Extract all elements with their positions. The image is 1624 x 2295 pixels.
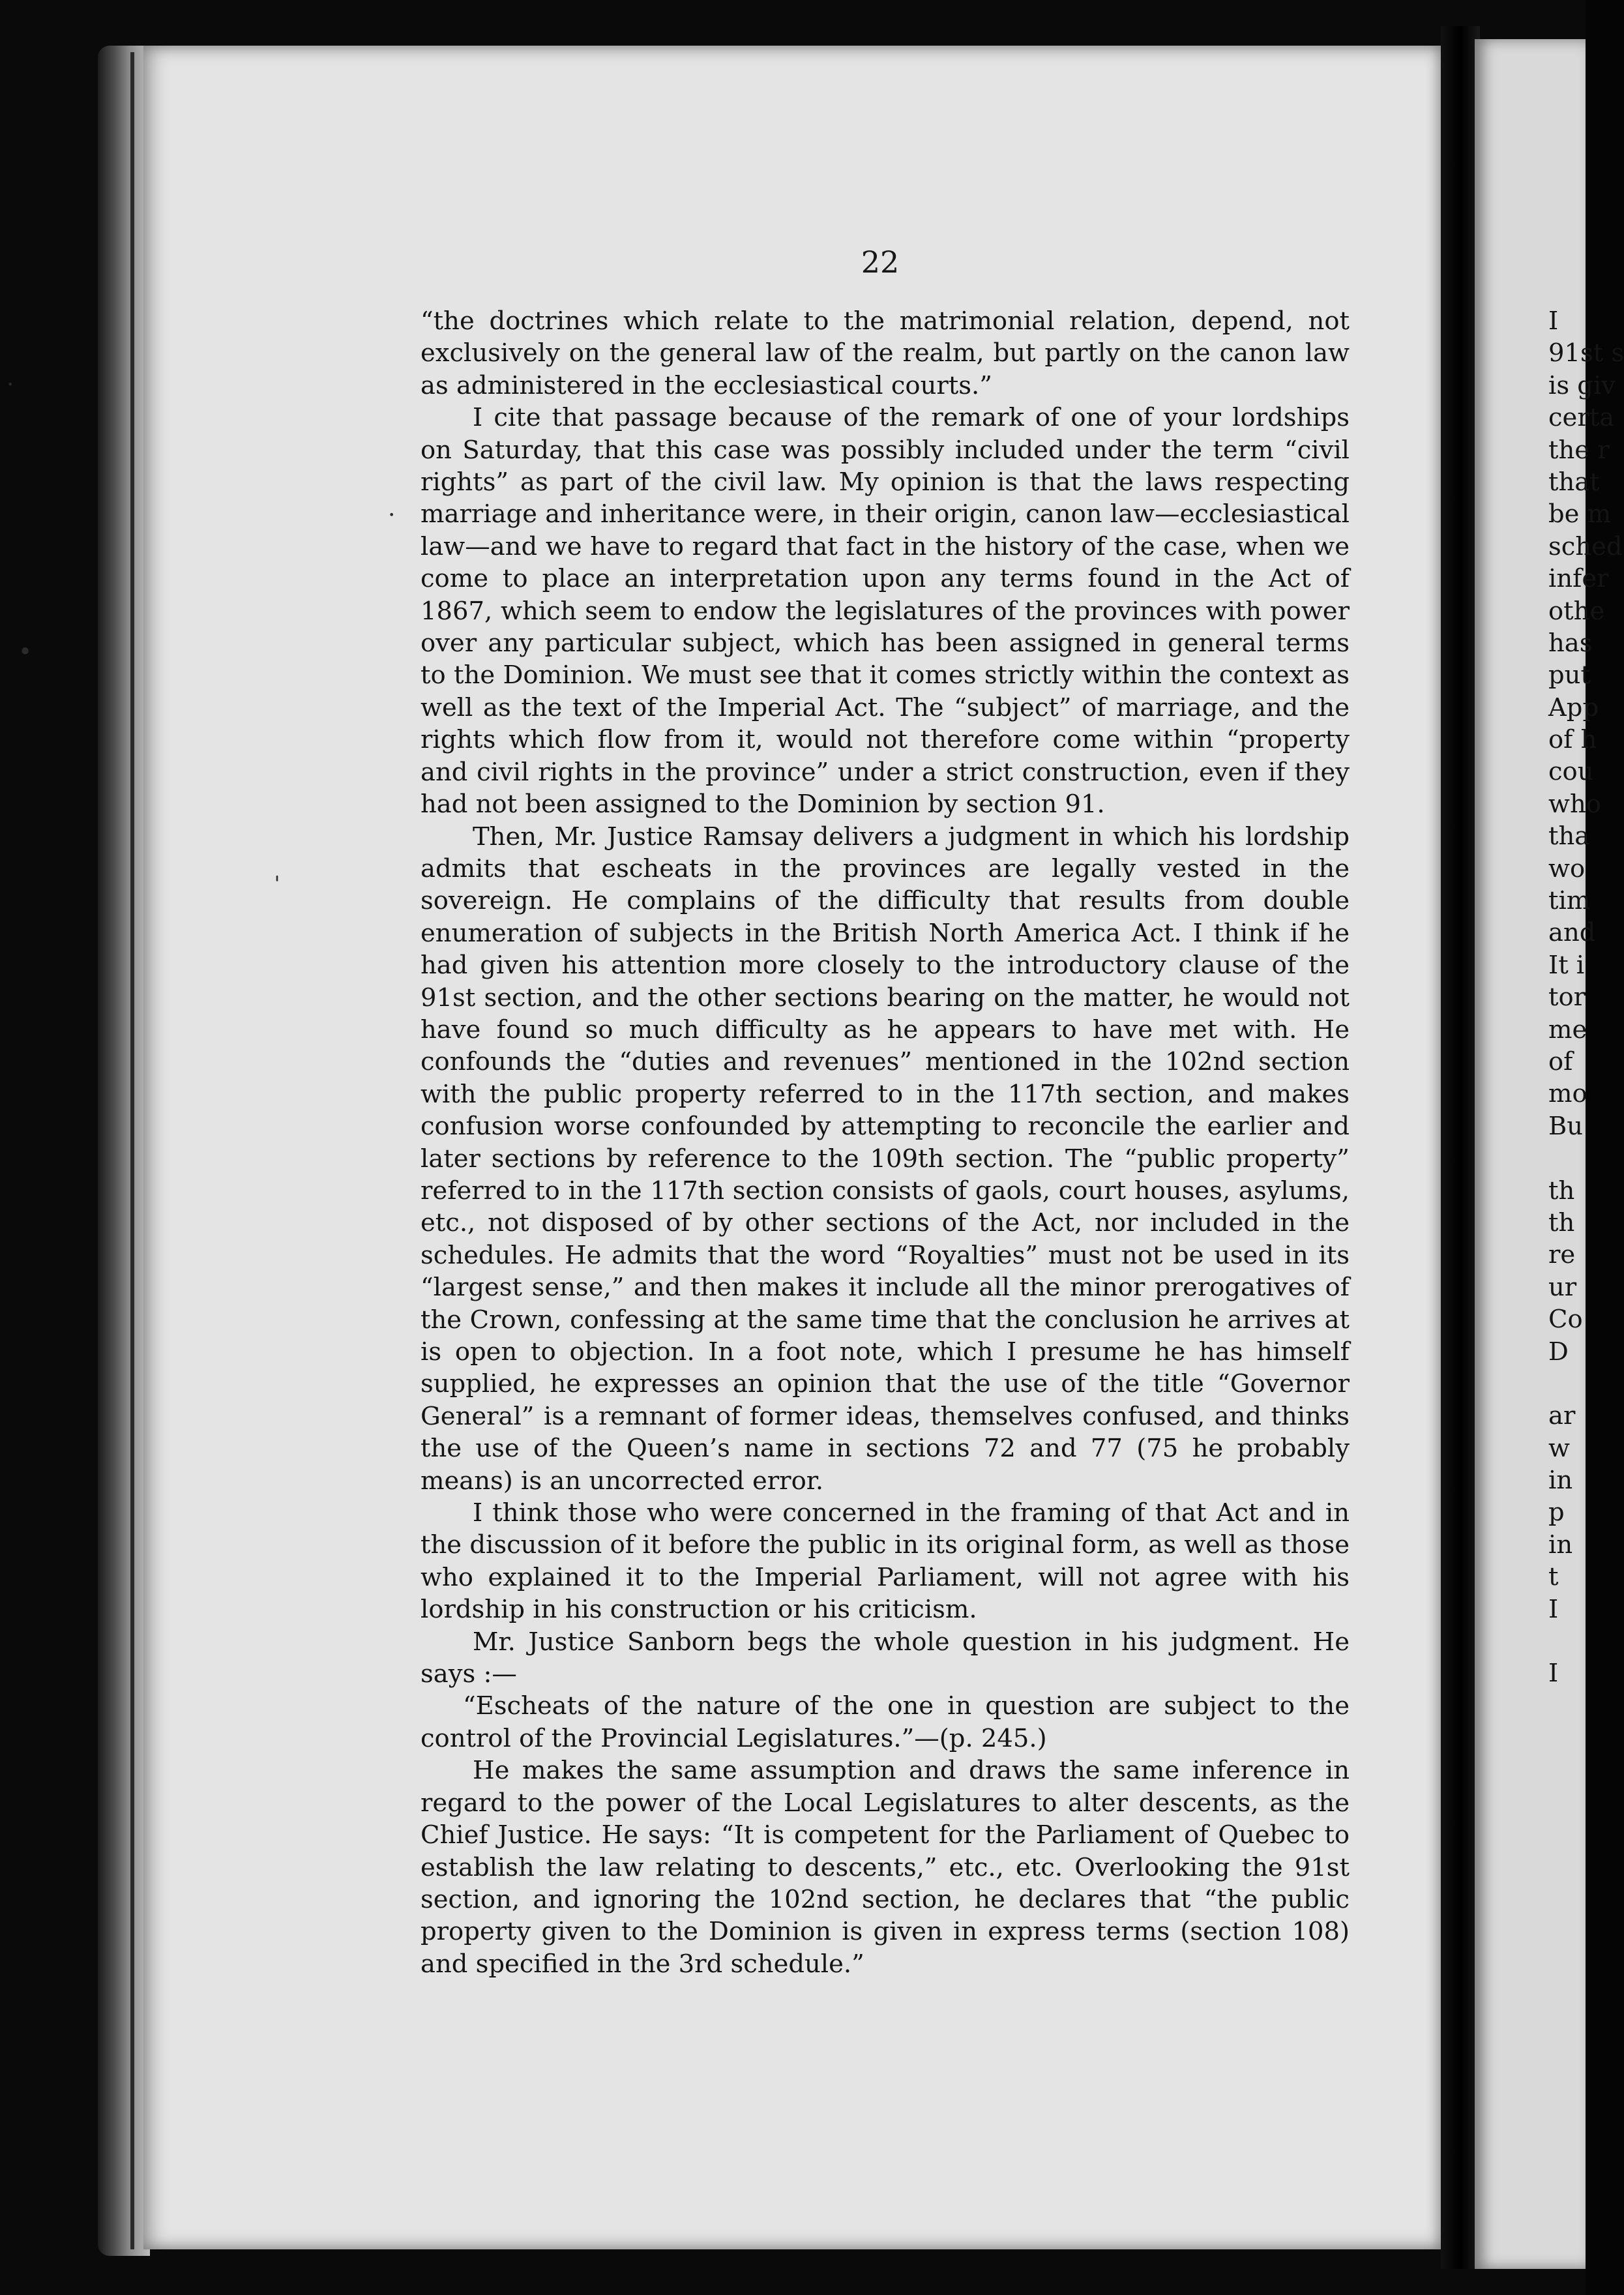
facing-page-line: t <box>1548 1562 1559 1592</box>
facing-page-line <box>1548 1818 1586 1850</box>
facing-page-line: ur <box>1548 1272 1577 1302</box>
book-edge-left <box>98 46 150 2256</box>
facing-page-line <box>1548 1625 1586 1657</box>
facing-page-line: tha <box>1548 822 1590 851</box>
page-edge-line <box>130 52 134 2249</box>
facing-page-line: tim <box>1548 886 1591 916</box>
facing-page-line: w <box>1548 1433 1570 1463</box>
margin-mark: · <box>388 502 396 529</box>
scan-speck: · <box>7 372 14 398</box>
paragraph-3: Then, Mr. Justice Ramsay delivers a judgment in which his lordship admits that escheats in the provinces are legally vested in the sovereign. He complains of the difficulty that results from double enumeration of subjects in the British North America Act. I think if he had given his attention more closely to the introductory clause of the 91st section, and the other sections bearing on the matter, he would not have found so much difficulty as he appears to have met with. He confounds the “duties and revenues” mentioned in the 102nd section with the public property referred to in the 117th section, and makes confusion worse confounded by attempting to reconcile the earlier and later sections by reference to the 109th section. The “public property” referred to in the 117th section consists of gaols, court houses, asylums, etc., not disposed of by other sections of the Act, nor included in the schedules. He admits that the word “Royalties” must not be used in its “largest sense,” and then makes it include all the minor prerogatives of the Crown, confessing at the same time that the conclusion he arrives at is open to objection. In a foot note, which I presume he has himself supplied, he expresses an opinion that the use of the title “Governor General” is a remnant of former ideas, themselves confused, and thinks the use of the Queen’s name in sections 72 and 77 (75 he probably means) is an uncorrected error. <box>421 822 1350 1496</box>
facing-page-line: that <box>1548 467 1600 497</box>
facing-page-line: in <box>1548 1466 1573 1496</box>
facing-page-line: who <box>1548 789 1601 819</box>
facing-page-line: infer <box>1548 564 1609 594</box>
facing-page-line: put <box>1548 660 1591 690</box>
facing-page-line <box>1548 1368 1586 1400</box>
block-quote: “Escheats of the nature of the one in question are subject to the control of the Provincial Legislatures.”—(p. 245.) <box>421 1691 1350 1753</box>
facing-page-line: th <box>1548 1207 1575 1237</box>
paragraph-2: I cite that passage because of the remark of one of your lordships on Saturday, that this case was possibly included under the term “civil rights” as part of the civil law. My opinion is that the laws respecting marriage and inheritance were, in their origin, canon law—ecclesiastical law—and we have to regard that fact in the history of the case, when we come to place an interpretation upon any terms found in the Act of 1867, which seem to endow the legislatures of the provinces with power over any particular subject, which has been assigned in general terms to the Dominion. We must see that it comes strictly within the context as well as the text of the Imperial Act. The “subject” of marriage, and the rights which flow from it, would not therefore come within “property and civil rights in the province” under a strict construction, even if they had not been assigned to the Dominion by section 91. <box>421 403 1350 820</box>
facing-page-line: has <box>1548 628 1593 658</box>
facing-page-line: mo <box>1548 1079 1587 1109</box>
facing-page-line: 91st s <box>1548 338 1624 368</box>
facing-page-line: wo <box>1548 853 1586 883</box>
facing-page-line <box>1548 1755 1586 1786</box>
facing-page-line: tor <box>1548 983 1586 1013</box>
facing-page-line: be m <box>1548 499 1612 529</box>
paragraph-6: He makes the same assumption and draws the same inference in regard to the power of the Local Legislatures to alter descents, as the Chief Justice. He says: “It is competent for the Parliament of Quebec to establish the law relating to descents,” etc., etc. Overlooking the 91st section, and ignoring the 102nd section, he declares that “the public property given to the Dominion is given in express terms (section 108) and specified in the 3rd schedule.” <box>421 1756 1350 1979</box>
facing-page-line: Co <box>1548 1305 1583 1335</box>
paragraph-4: I think those who were concerned in the framing of that Act and in the discussion of it before the public in its original form, as well as those who explained it to the Imperial Parliament, will not agree with his lordship in his construction or his criticism. <box>421 1498 1350 1625</box>
facing-page-line: sched <box>1548 531 1623 561</box>
paragraph-1: “the doctrines which relate to the matrimonial relation, depend, not exclusively on the general law of the realm, but partly on the canon law as administered in the ecclesiastical courts.” <box>421 306 1350 400</box>
facing-page-line <box>1548 1722 1586 1754</box>
facing-page-line <box>1548 1690 1586 1722</box>
facing-page-line: of h <box>1548 725 1597 755</box>
margin-mark: ˌ <box>274 857 280 884</box>
facing-page-line: of <box>1548 1046 1573 1076</box>
facing-page-line: App <box>1548 692 1599 722</box>
facing-page-line: cou <box>1548 757 1594 787</box>
facing-page-line: th <box>1548 1176 1575 1206</box>
page-body <box>421 305 1350 1980</box>
page-number: 22 <box>861 244 900 280</box>
facing-page-line: certa <box>1548 403 1615 433</box>
facing-page-line: I <box>1548 1659 1559 1689</box>
facing-page-line: I <box>1548 1594 1559 1624</box>
facing-page-line <box>1548 1142 1586 1174</box>
facing-page-line: I <box>1548 306 1559 336</box>
book-gutter <box>1441 26 1480 2269</box>
facing-page-line: It i <box>1548 950 1585 980</box>
facing-page-line <box>1548 1786 1586 1818</box>
facing-page-text <box>1548 305 1624 1851</box>
facing-page-line: D <box>1548 1337 1569 1367</box>
facing-page-line: othe <box>1548 596 1605 626</box>
facing-page-line: ar <box>1548 1401 1576 1431</box>
facing-page-line: the r <box>1548 435 1610 465</box>
facing-page-line: and <box>1548 918 1596 948</box>
facing-page-line: is giv <box>1548 370 1616 400</box>
scan-speck: • <box>18 639 33 666</box>
facing-page-line: Bu <box>1548 1111 1584 1141</box>
facing-page-line: me <box>1548 1014 1587 1044</box>
paragraph-5: Mr. Justice Sanborn begs the whole question in his judgment. He says :— <box>421 1627 1350 1689</box>
facing-page-line: in <box>1548 1530 1573 1560</box>
facing-page-line: p <box>1548 1498 1565 1528</box>
facing-page-line: re <box>1548 1240 1576 1270</box>
